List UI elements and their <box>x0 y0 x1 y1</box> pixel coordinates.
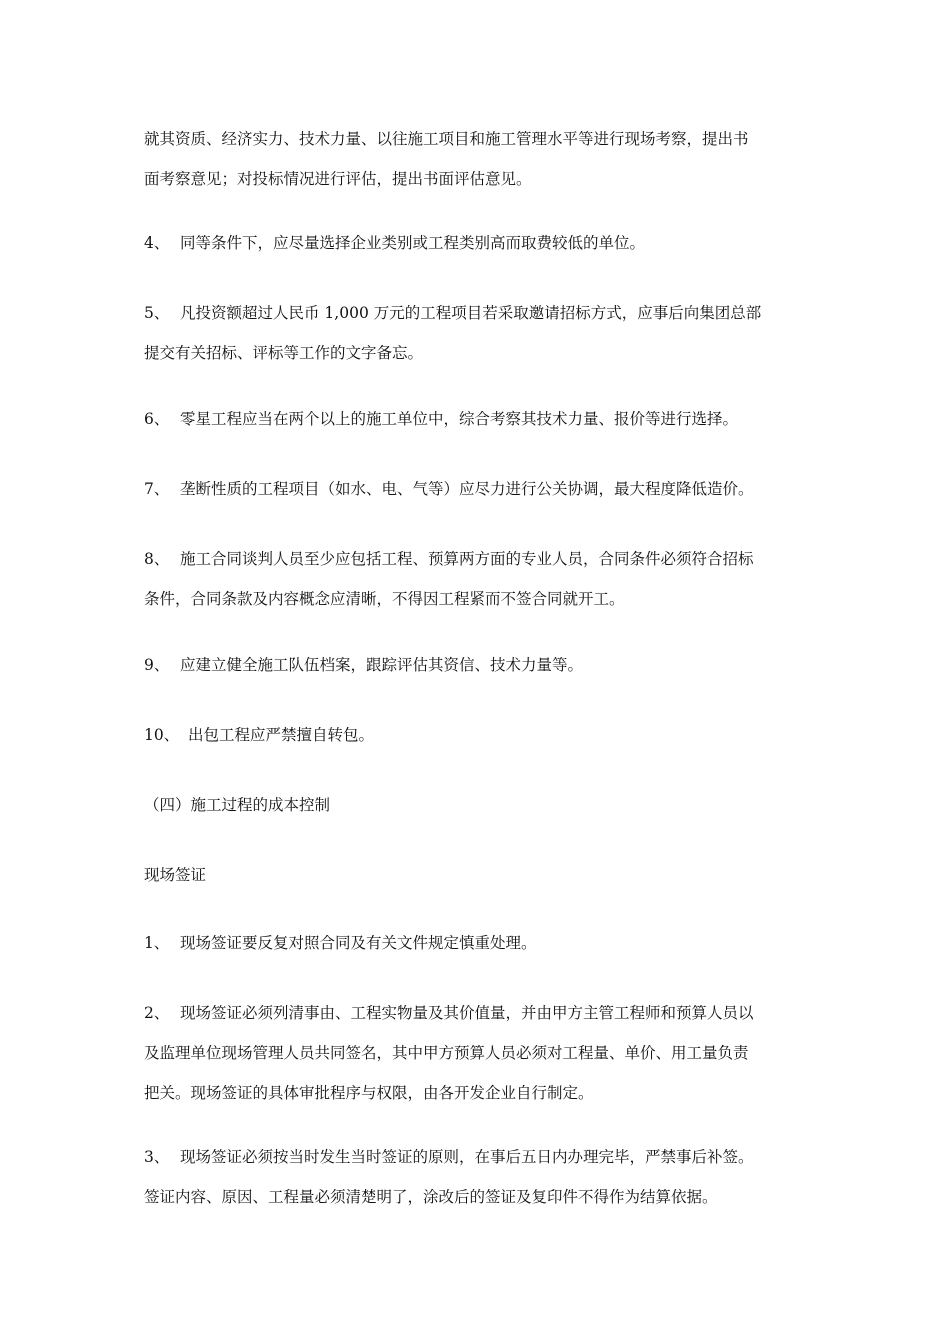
list-number: 10、 <box>144 726 180 744</box>
list-number: 2、 <box>144 1004 170 1022</box>
text-line: 条件，合同条款及内容概念应清晰，不得因工程紧而不签合同就开工。 <box>144 590 625 608</box>
list-number: 7、 <box>144 480 170 498</box>
text-line: 凡投资额超过人民币 1,000 万元的工程项目若采取邀请招标方式，应事后向集团总部 <box>180 304 762 322</box>
text-line: 及监理单位现场管理人员共同签名，其中甲方预算人员必须对工程量、单价、用工量负责 <box>144 1044 749 1062</box>
list-item-8 <box>144 539 814 619</box>
list-number: 4、 <box>144 234 170 252</box>
list-item-6 <box>144 399 814 439</box>
section-heading <box>144 785 814 825</box>
list-item-9 <box>144 645 814 685</box>
list-number: 9、 <box>144 656 170 674</box>
text-line: 出包工程应严禁擅自转包。 <box>188 726 375 744</box>
text-line: 提交有关招标、评标等工作的文字备忘。 <box>144 344 424 362</box>
list-item-10 <box>144 715 814 755</box>
list-item-4 <box>144 223 814 263</box>
list-number: 3、 <box>144 1148 170 1166</box>
text-line: 施工合同谈判人员至少应包括工程、预算两方面的专业人员，合同条件必须符合招标 <box>180 550 754 568</box>
list-item-s2 <box>144 993 814 1113</box>
text-line: 签证内容、原因、工程量必须清楚明了，涂改后的签证及复印件不得作为结算依据。 <box>144 1188 718 1206</box>
text-line: 垄断性质的工程项目（如水、电、气等）应尽力进行公关协调，最大程度降低造价。 <box>180 480 754 498</box>
text-line: 现场签证必须列清事由、工程实物量及其价值量，并由甲方主管工程师和预算人员以 <box>180 1004 754 1022</box>
text-line: 现场签证要反复对照合同及有关文件规定慎重处理。 <box>180 934 537 952</box>
list-item-s1 <box>144 923 814 963</box>
text-line: 面考察意见；对投标情况进行评估，提出书面评估意见。 <box>144 170 532 188</box>
section-heading-text: （四）施工过程的成本控制 <box>144 796 331 814</box>
subheading-text: 现场签证 <box>144 866 207 884</box>
subheading <box>144 855 814 895</box>
list-item-5 <box>144 293 814 373</box>
text-line: 应建立健全施工队伍档案，跟踪评估其资信、技术力量等。 <box>180 656 584 674</box>
paragraph-intro-continuation <box>144 119 814 199</box>
list-item-s3 <box>144 1137 814 1217</box>
text-line: 零星工程应当在两个以上的施工单位中，综合考察其技术力量、报价等进行选择。 <box>180 410 739 428</box>
text-line: 就其资质、经济实力、技术力量、以往施工项目和施工管理水平等进行现场考察，提出书 <box>144 130 749 148</box>
text-line: 把关。现场签证的具体审批程序与权限，由各开发企业自行制定。 <box>144 1084 594 1102</box>
list-number: 6、 <box>144 410 170 428</box>
list-number: 8、 <box>144 550 170 568</box>
list-number: 1、 <box>144 934 170 952</box>
text-line: 同等条件下，应尽量选择企业类别或工程类别高而取费较低的单位。 <box>180 234 646 252</box>
text-line: 现场签证必须按当时发生当时签证的原则，在事后五日内办理完毕，严禁事后补签。 <box>180 1148 754 1166</box>
list-item-7 <box>144 469 814 509</box>
list-number: 5、 <box>144 304 170 322</box>
